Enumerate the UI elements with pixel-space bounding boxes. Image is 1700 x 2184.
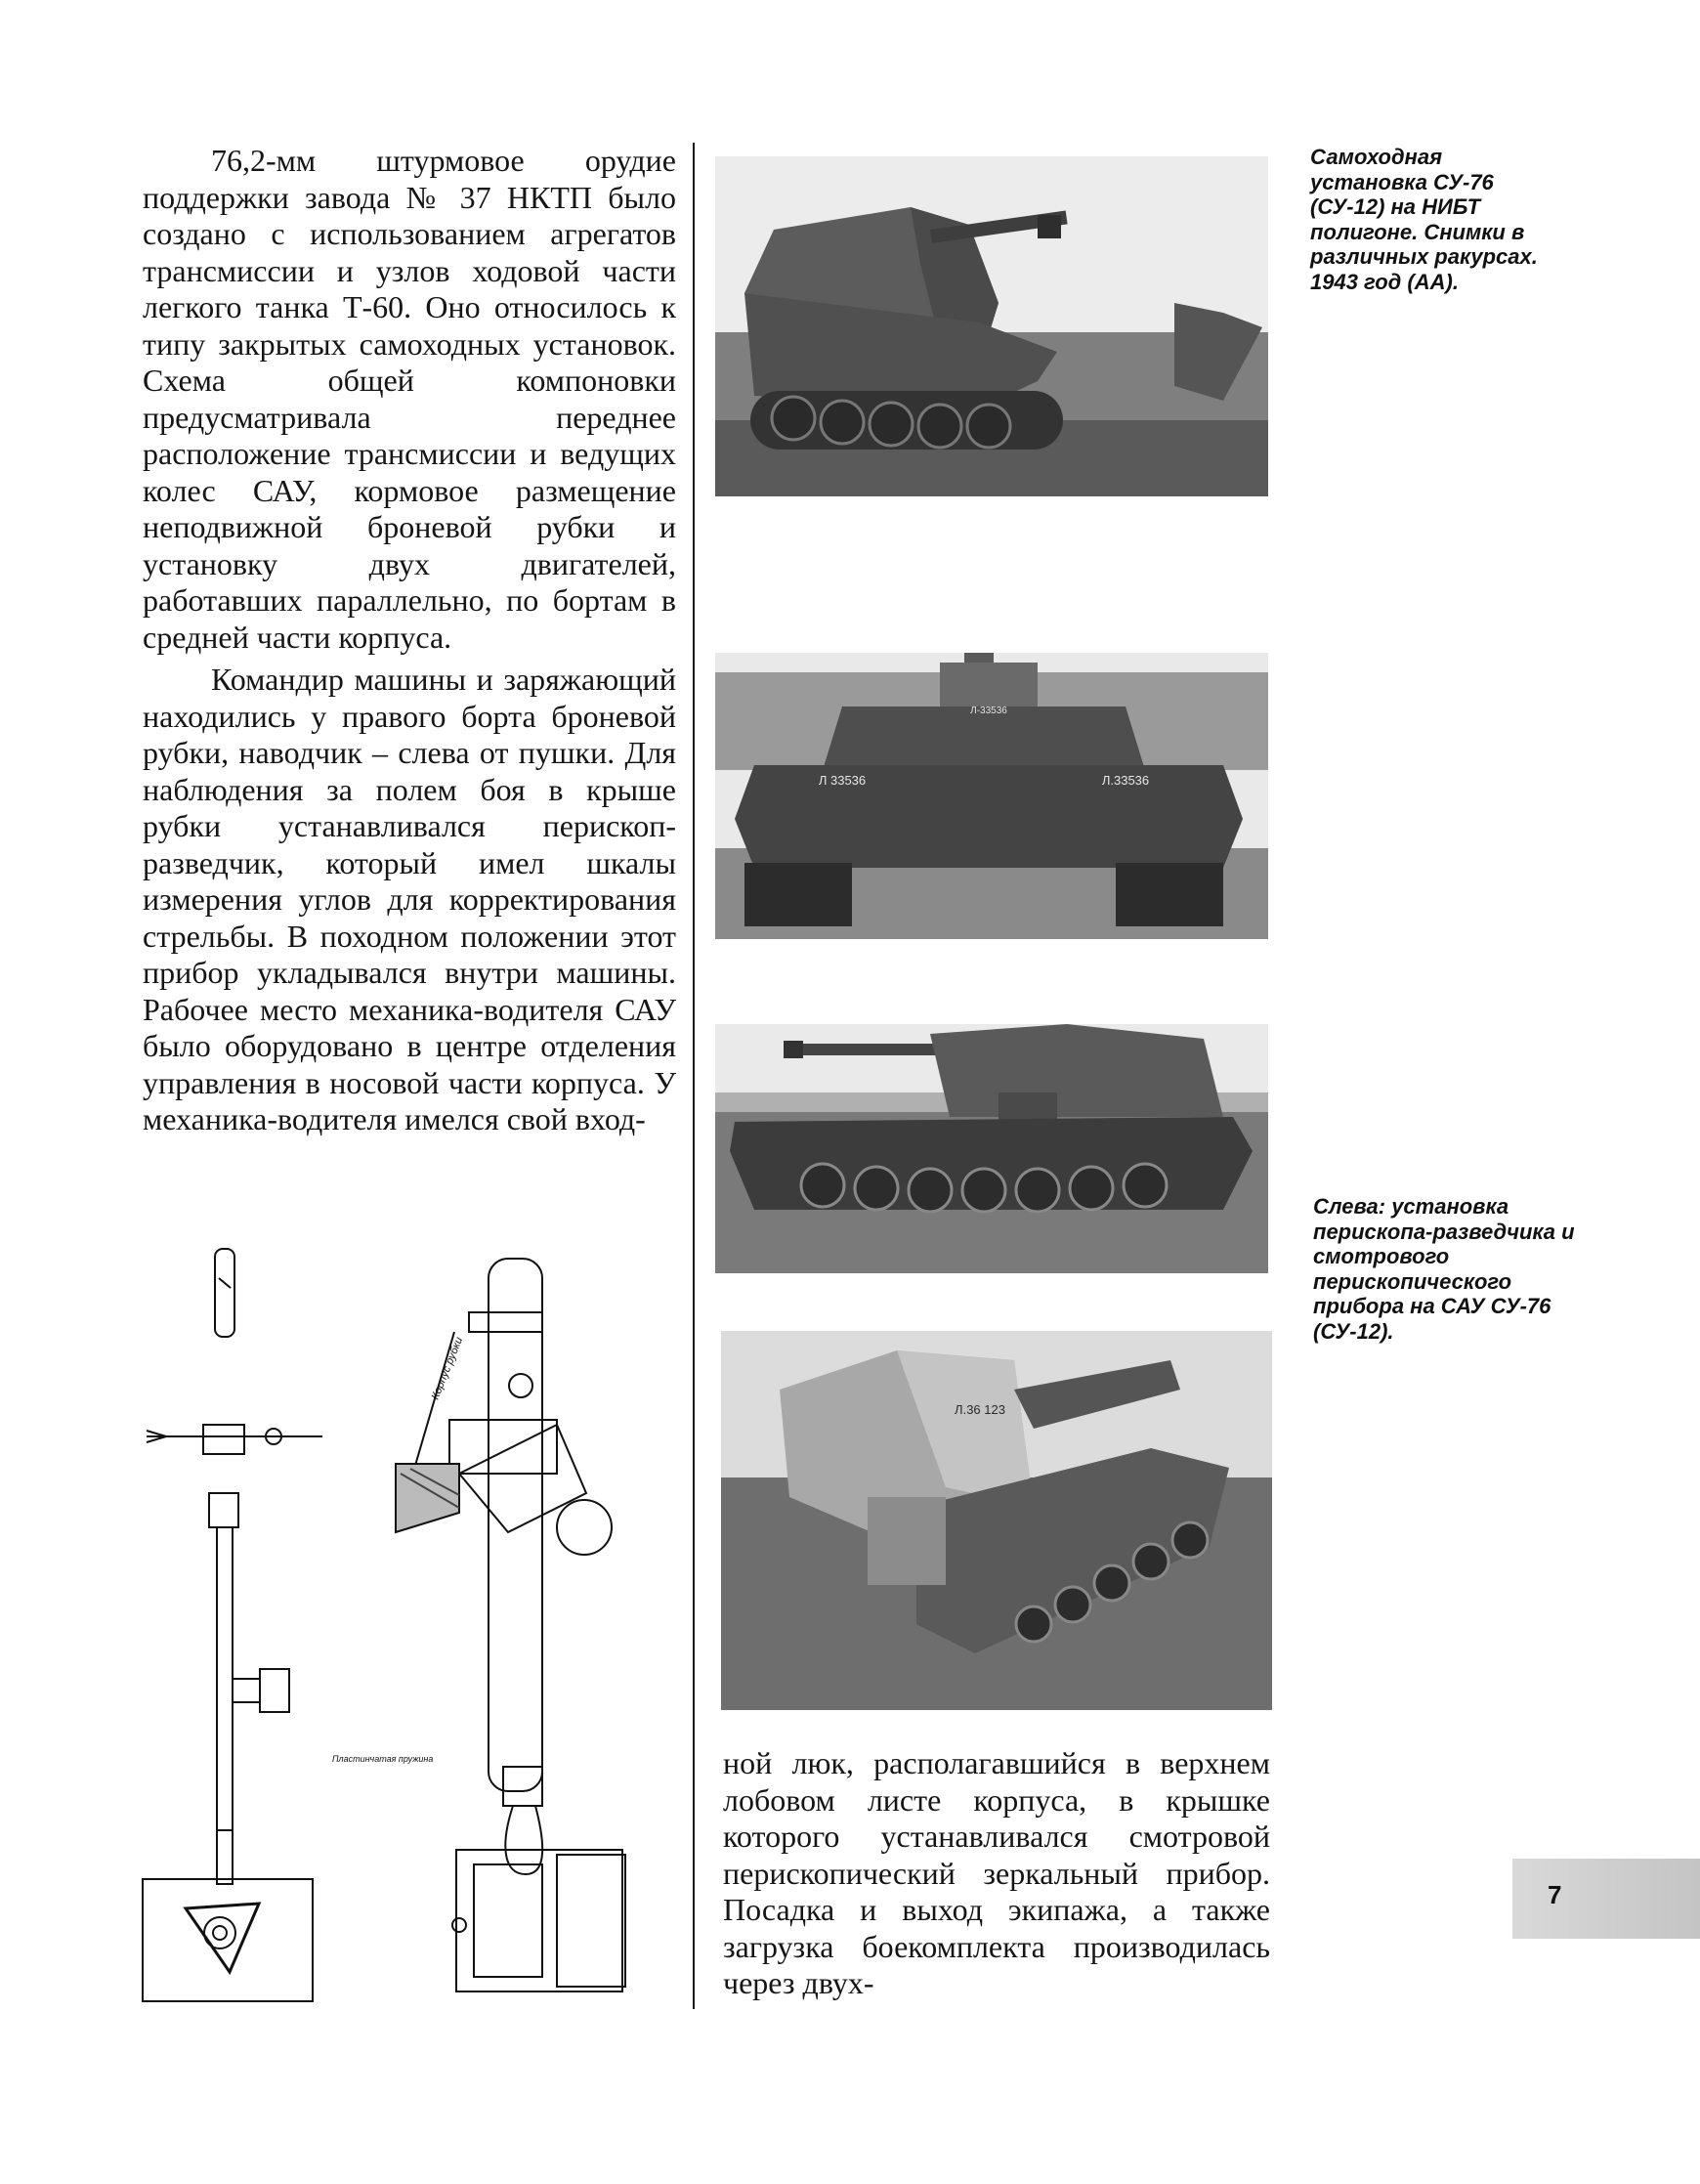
- front-plate-right: Л.33536: [1101, 773, 1150, 788]
- front-plate-left: Л 33536: [818, 773, 867, 788]
- photo-su76-side-view: [715, 156, 1268, 496]
- left-text-column: [143, 143, 676, 1138]
- page-number-tab: [1512, 1859, 1700, 1939]
- paragraph-1: 76,2-мм штурмовое орудие поддержки завода № 37 НКТП было создано с использованием агрегатов трансмиссии и узлов ходовой части легкого танка Т-60. Оно относилось к типу закрытых самоходных установок. Схема общей компоновки предусматривала переднее расположение трансмиссии и ведущих колес САУ, кормовое размещение неподвижной броневой рубки и установку двух двигателей, работавших параллельно, по бортам в средней части корпуса.: [143, 143, 676, 655]
- photo-su76-front-view: [715, 653, 1268, 939]
- front-plate-hull: Л-33536: [970, 706, 1007, 716]
- caption-photos: Самоходная установка СУ-76 (СУ-12) на НИБТ полигоне. Снимки в различных ракурсах. 1943 год (АА).: [1310, 145, 1538, 294]
- caption-periscope: Слева: установка перископа-разведчика и смотрового перископического прибора на САУ СУ-76 (СУ-12).: [1313, 1194, 1575, 1344]
- column-divider: [693, 143, 695, 2009]
- label-leaf-spring: Пластинчатая пружина: [332, 1754, 434, 1764]
- photo-su76-rear-view: [721, 1331, 1272, 1710]
- paragraph-continuation: ной люк, располагавшийся в верхнем лобовом листе корпуса, в крышке которого устанавливался смотровой перископический зеркальный прибор. Посадка и выход экипажа, а также загрузка боекомплекта производилась через двух-: [723, 1745, 1270, 2000]
- photo-su76-profile-view: [715, 1024, 1268, 1273]
- page-number: 7: [1548, 1880, 1562, 1909]
- periscope-mount-diagram: [137, 1239, 655, 2011]
- rear-plate: Л.36 123: [955, 1402, 1005, 1417]
- paragraph-2: Командир машины и заряжающий находились у правого борта броневой рубки, наводчик – слева от пушки. Для наблюдения за полем боя в крыше рубки устанавливался перископ-разведчик, который имел шкалы измерения углов для корректирования стрельбы. В походном положении этот прибор укладывался внутри машины. Рабочее место механика-водителя САУ было оборудовано в центре отделения управления в носовой части корпуса. У механика-водителя имелся свой вход-: [143, 662, 676, 1136]
- label-hull-roof: Корпус рубки: [429, 1335, 466, 1402]
- right-text-continuation: [723, 1745, 1270, 2002]
